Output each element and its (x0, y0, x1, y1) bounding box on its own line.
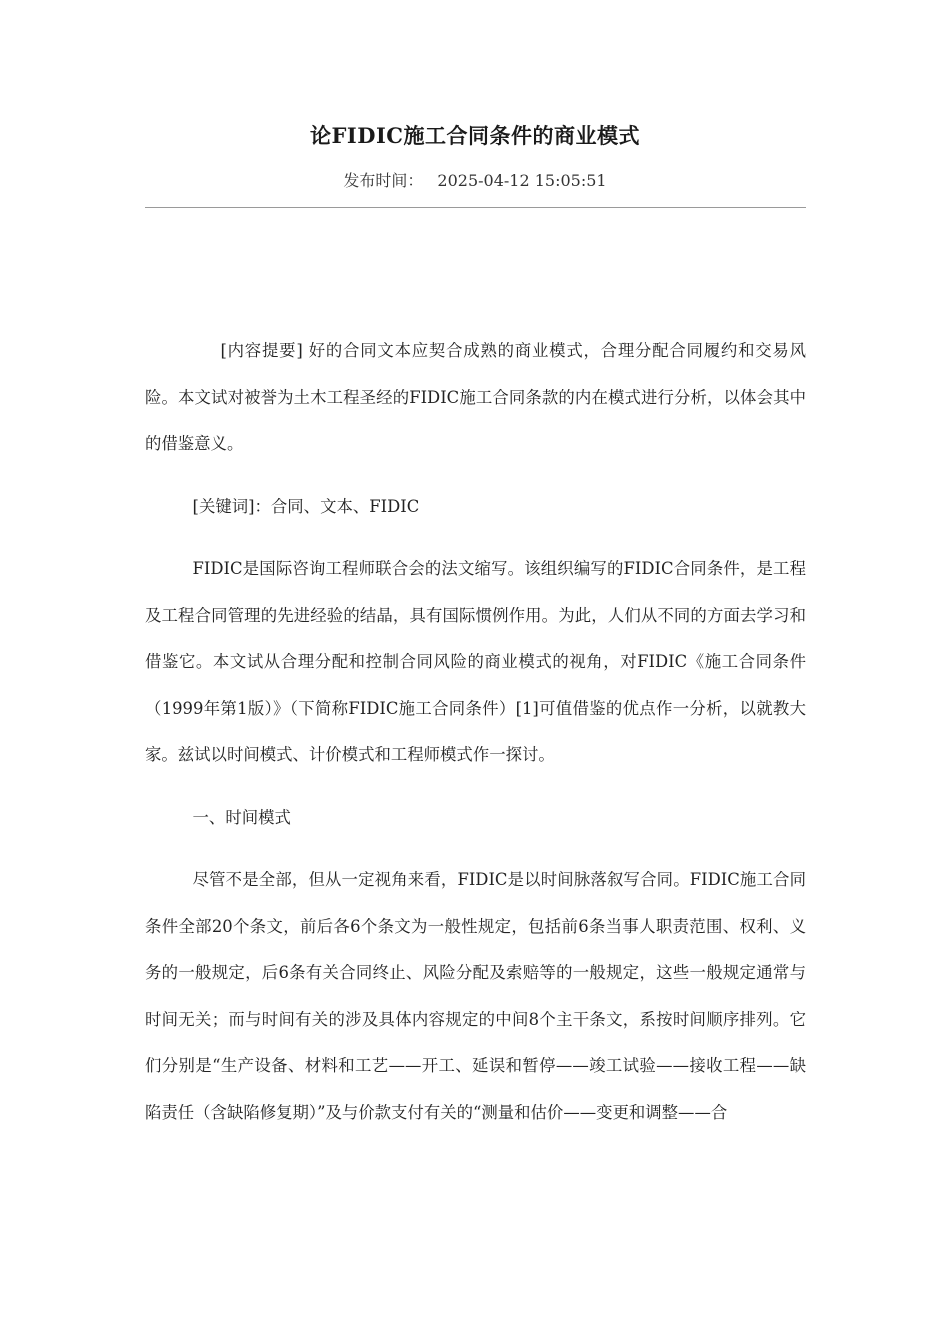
section-heading: 一、时间模式 (192, 807, 291, 827)
publish-time: 2025-04-12 15:05:51 (437, 171, 607, 190)
keywords-paragraph: [关键词]：合同、文本、FIDIC (192, 496, 420, 516)
article-body (145, 328, 806, 1136)
section-paragraph: 尽管不是全部，但从一定视角来看，FIDIC是以时间脉落叙写合同。FIDIC施工合同条件全部20个条文，前后各6个条文为一般性规定，包括前6条当事人职责范围、权利、义务的一般规定，后6条有关合同终止、风险分配及索赔等的一般规定，这些一般规定通常与时间无关；而与时间有关的涉及具体内容规定的中间8个主干条文，系按时间顺序排列。它们分别是“生产设备、材料和工艺——开工、延误和暂停——竣工试验——接收工程——缺陷责任（含缺陷修复期）”及与价款支付有关的“测量和估价——变更和调整——合 (145, 870, 806, 1122)
intro-paragraph: FIDIC是国际咨询工程师联合会的法文缩写。该组织编写的FIDIC合同条件，是工程及工程合同管理的先进经验的结晶，具有国际惯例作用。为此，人们从不同的方面去学习和借鉴它。本文试从合理分配和控制合同风险的商业模式的视角，对FIDIC《施工合同条件（1999年第1版）》（下简称FIDIC施工合同条件）[1]可值借鉴的优点作一分析，以就教大家。兹试以时间模式、计价模式和工程师模式作一探讨。 (145, 559, 806, 764)
title-divider (145, 207, 806, 208)
publish-info (0, 168, 950, 191)
publish-label: 发布时间： (343, 171, 424, 190)
abstract-paragraph: [内容提要] 好的合同文本应契合成熟的商业模式，合理分配合同履约和交易风险。本文试对被誉为土木工程圣经的FIDIC施工合同条款的内在模式进行分析，以体会其中的借鉴意义。 (145, 341, 806, 453)
document-title: 论FIDIC施工合同条件的商业模式 (310, 123, 640, 148)
